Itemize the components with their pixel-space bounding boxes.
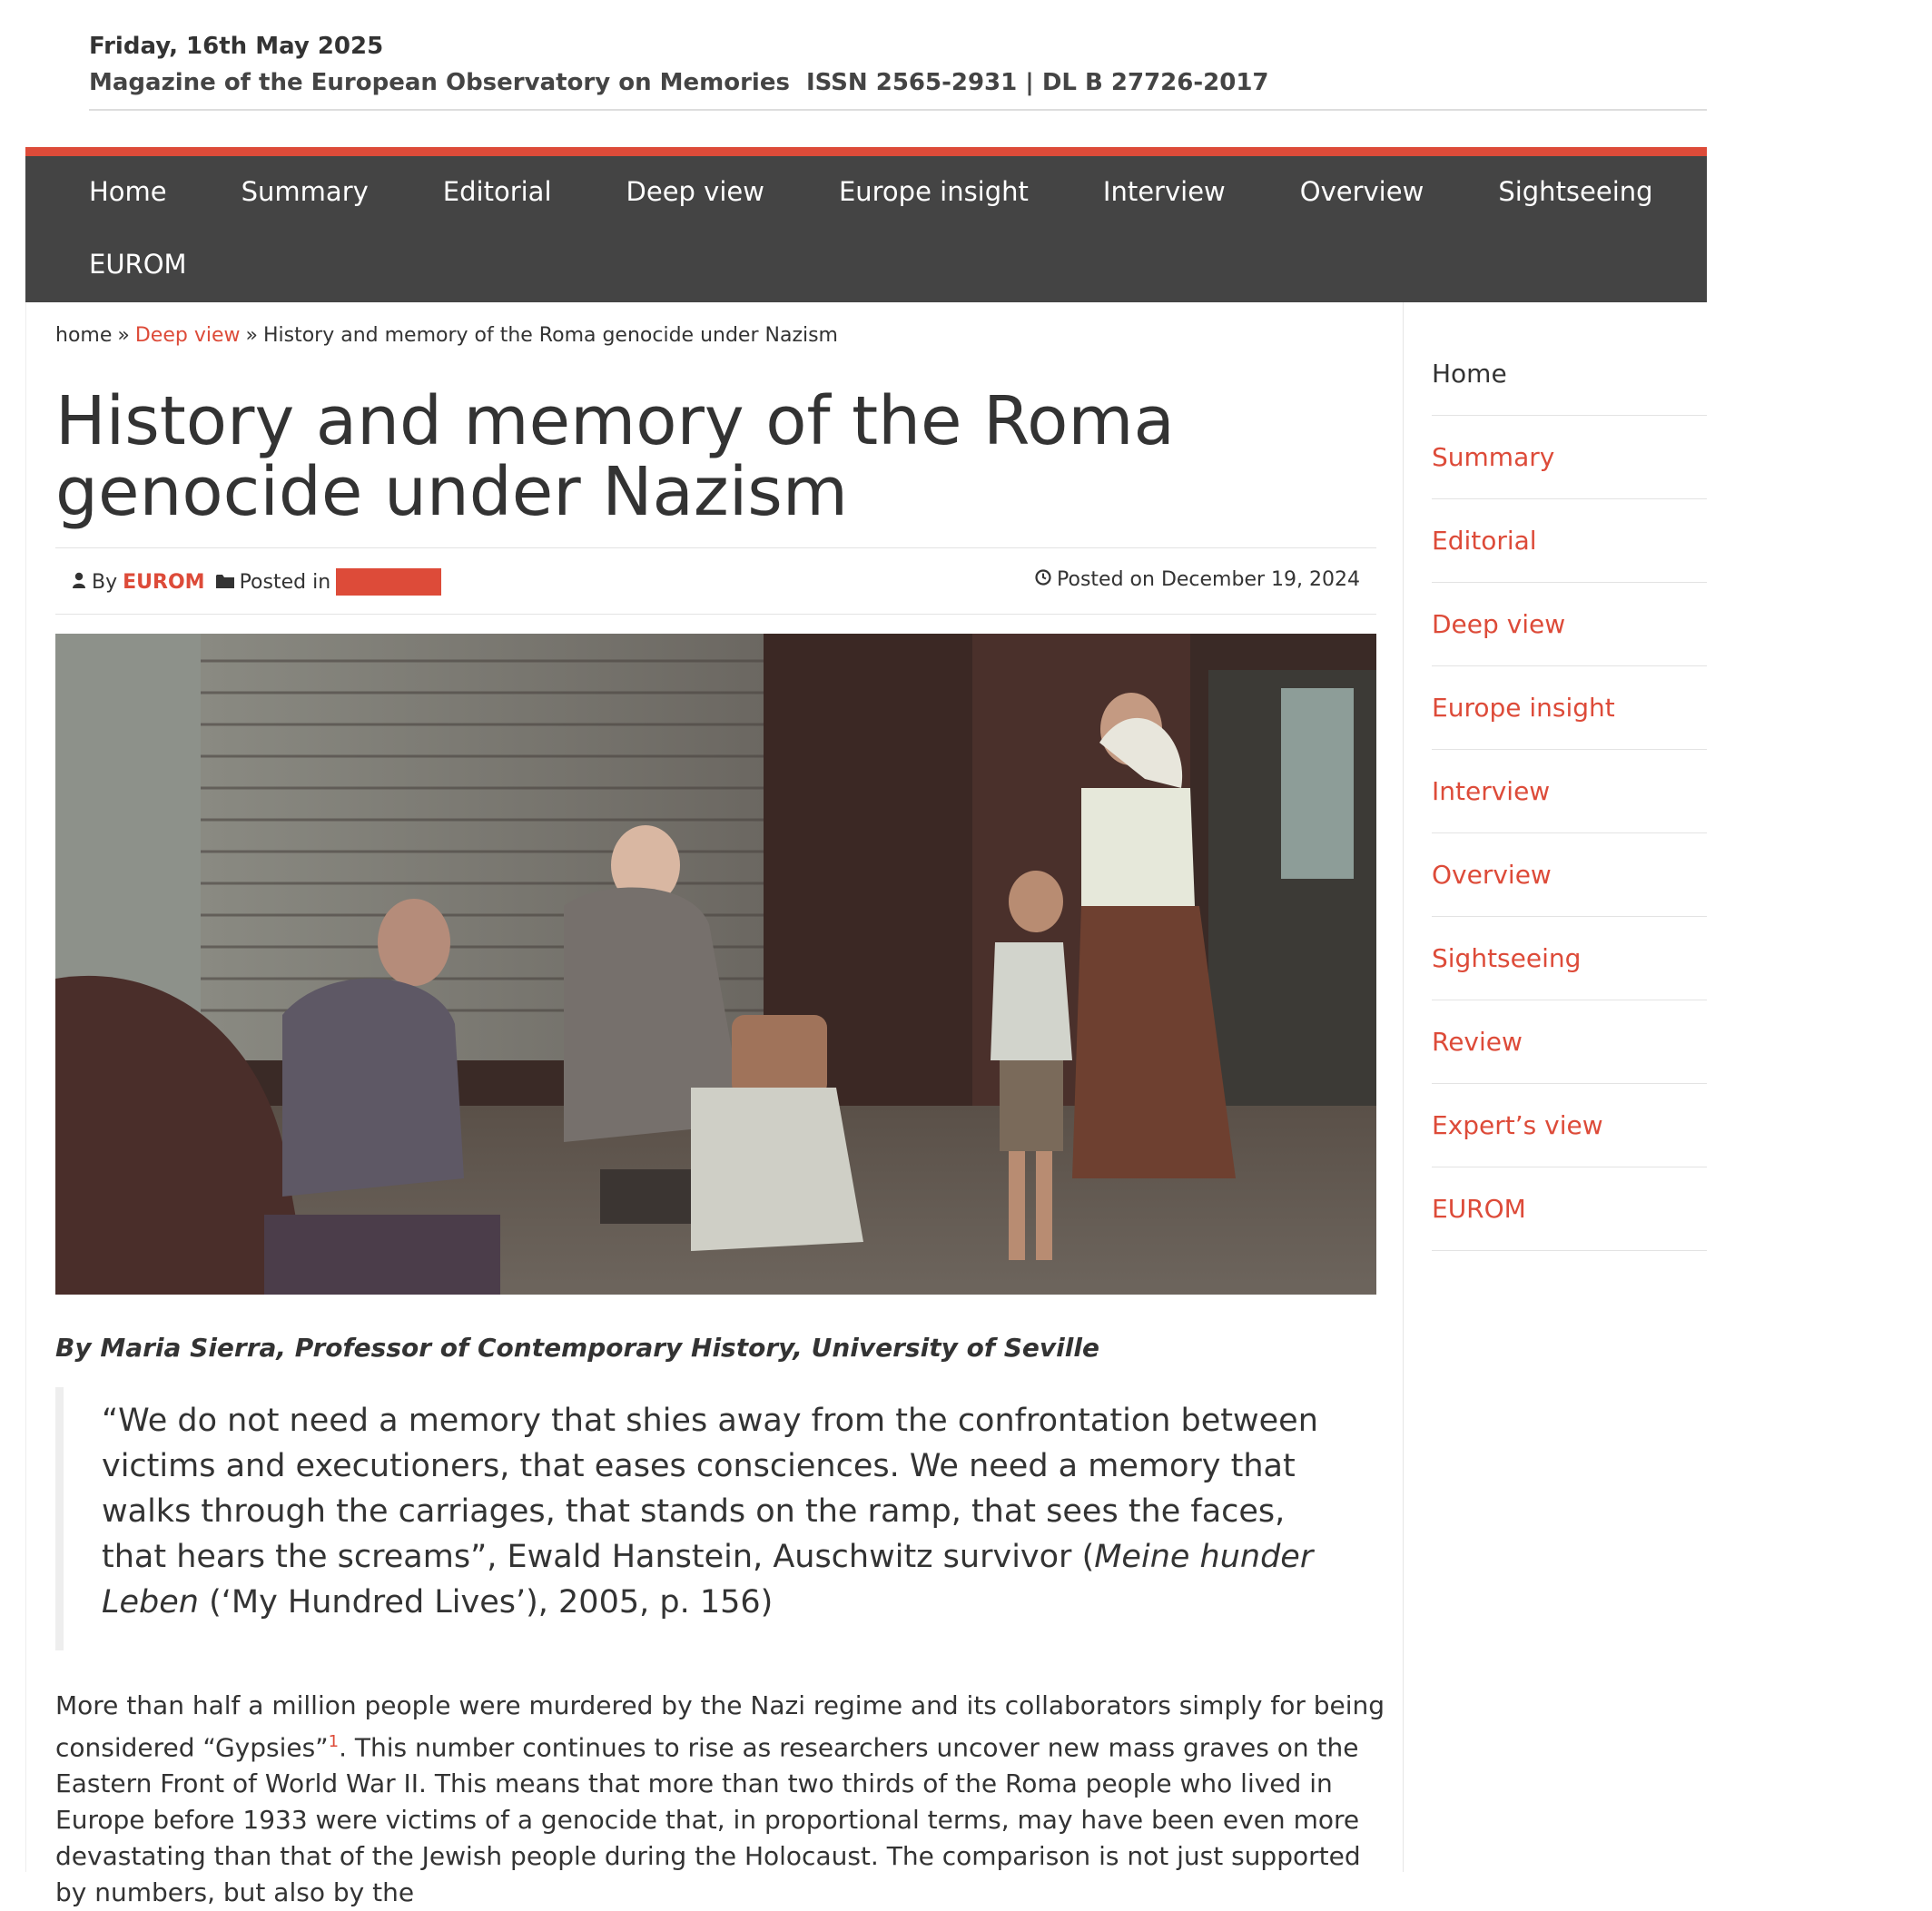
current-date: Friday, 16th May 2025 [89, 33, 384, 60]
article-paragraph [55, 1688, 1390, 1911]
breadcrumb-current: History and memory of the Roma genocide under Nazism [262, 324, 838, 347]
post-meta [55, 547, 1376, 615]
page-title: History and memory of the Roma genocide under Nazism [55, 382, 1175, 531]
nav-item-overview[interactable]: Overview [1299, 176, 1424, 207]
nav-item-interview[interactable]: Interview [1102, 176, 1226, 207]
magazine-name: Magazine of the European Observatory on Memories [89, 69, 790, 96]
nav-item-eurom[interactable]: EUROM [89, 249, 187, 280]
sidebar-item-summary[interactable]: Summary [1432, 416, 1707, 499]
sidebar-item-interview[interactable]: Interview [1432, 750, 1707, 833]
sidebar-item-editorial[interactable]: Editorial [1432, 499, 1707, 583]
user-icon [72, 571, 86, 594]
sidebar-menu [1432, 332, 1707, 1251]
category-badge[interactable] [336, 568, 441, 596]
nav-item-home[interactable]: Home [89, 176, 167, 207]
quote-book-title: Meine hunder Leben [102, 1539, 1314, 1620]
nav-item-sightseeing[interactable]: Sightseeing [1498, 176, 1653, 207]
featured-image [55, 634, 1376, 1295]
breadcrumb-separator-icon: » [117, 324, 130, 347]
nav-item-europe-insight[interactable]: Europe insight [838, 176, 1029, 207]
article-main [25, 302, 1404, 1908]
issn-info: ISSN 2565-2931 | DL B 27726-2017 [805, 69, 1269, 96]
author-link[interactable]: EUROM [123, 570, 205, 594]
nav-item-review[interactable]: Review [1727, 176, 1822, 207]
posted-on-date: Posted on December 19, 2024 [1057, 568, 1360, 591]
nav-item-editorial[interactable]: Editorial [442, 176, 552, 207]
paragraph-start: More than half a million people were murdered by the Nazi regime and its collaborators simply for being considered “Gypsies” [55, 1690, 1385, 1763]
posted-in-label: Posted in [239, 570, 331, 594]
breadcrumb-section[interactable]: Deep view [134, 324, 241, 347]
quote-text: “We do not need a memory that shies away from the confrontation between victims and executioners, that eases consciences. We need a memory that walks through the carriages, that stands on the ramp, that sees the faces, that hears the screams”, Ewald Hanstein, Auschwitz survivor ( [102, 1403, 1318, 1575]
paragraph-end: . This number continues to rise as researchers uncover new mass graves on the Eastern Front of World War II. This means that more than two thirds of the Roma people who lived in Europe before 1933 were victims of a genocide that, in proportional terms, may have been even more devastating than that of the Jewish people during the Holocaust. The comparison is not just supported by numbers, but also by the [55, 1732, 1361, 1908]
breadcrumb-home[interactable]: home [55, 324, 113, 347]
sidebar-item-overview[interactable]: Overview [1432, 833, 1707, 917]
nav-item-deep-view[interactable]: Deep view [626, 176, 764, 207]
folder-icon [216, 571, 234, 594]
clock-icon [1035, 568, 1051, 591]
quote-end: (‘My Hundred Lives’), 2005, p. 156) [198, 1584, 774, 1620]
sidebar-item-home[interactable]: Home [1432, 332, 1707, 416]
magazine-info [89, 67, 1707, 98]
breadcrumb-separator-icon: » [245, 324, 258, 347]
sidebar-item-europe-insight[interactable]: Europe insight [1432, 666, 1707, 750]
article-quote [55, 1387, 1376, 1650]
footnote-link[interactable]: 1 [328, 1732, 340, 1751]
breadcrumb [55, 324, 838, 347]
sidebar-item-eurom[interactable]: EUROM [1432, 1167, 1707, 1251]
sidebar-item-sightseeing[interactable]: Sightseeing [1432, 917, 1707, 1000]
main-nav [25, 147, 1822, 302]
article-byline: By Maria Sierra, Professor of Contemporary History, University of Seville [55, 1333, 1099, 1363]
site-header [89, 31, 1707, 111]
nav-item-summary[interactable]: Summary [241, 176, 369, 207]
by-label: By [92, 570, 118, 594]
sidebar-item-deep-view[interactable]: Deep view [1432, 583, 1707, 666]
sidebar-item-review[interactable]: Review [1432, 1000, 1707, 1084]
sidebar-item-experts-view[interactable]: Expert’s view [1432, 1084, 1707, 1167]
